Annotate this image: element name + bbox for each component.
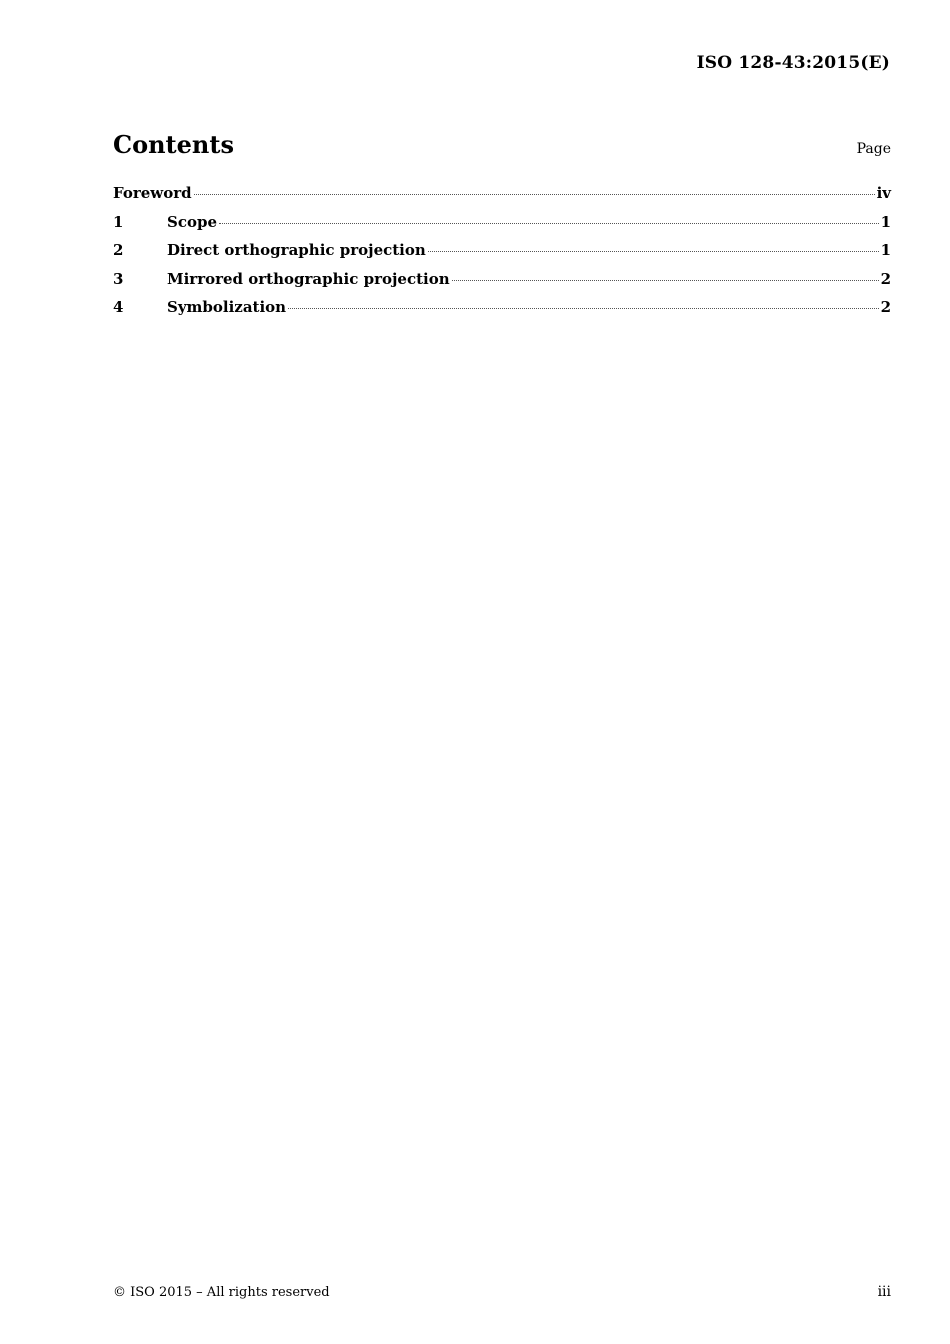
- toc-entry-title[interactable]: Foreword: [113, 184, 192, 202]
- toc-entry-number: 1: [113, 212, 124, 231]
- toc-dot-leader: [194, 194, 875, 195]
- toc-entry-mirrored-orthographic-projection[interactable]: [113, 270, 891, 299]
- toc-entry-title[interactable]: Direct orthographic projection: [167, 241, 426, 259]
- toc-entry-number: 4: [113, 298, 124, 316]
- toc-entry-foreword[interactable]: [113, 184, 891, 213]
- toc-entry-page: 2: [880, 269, 891, 288]
- toc-entry-direct-orthographic-projection[interactable]: [113, 241, 891, 270]
- toc-entry-symbolization[interactable]: [113, 298, 891, 327]
- toc-dot-leader: [288, 308, 878, 309]
- toc-dot-leader: [219, 223, 879, 224]
- toc-entry-number: 3: [113, 269, 124, 288]
- toc-entry-title[interactable]: Mirrored orthographic projection: [167, 269, 450, 288]
- document-id: ISO 128-43:2015(E): [696, 53, 890, 73]
- toc-entry-page: 1: [880, 212, 891, 231]
- toc-entry-number: 2: [113, 241, 124, 259]
- page-column-label: Page: [856, 141, 891, 157]
- toc-entry-page: iv: [876, 184, 891, 202]
- contents-header: [113, 130, 891, 159]
- page-number: iii: [877, 1284, 891, 1300]
- toc-entry-page: 1: [880, 241, 891, 259]
- toc-entry-title[interactable]: Symbolization: [167, 298, 287, 316]
- table-of-contents: [113, 184, 891, 327]
- toc-entry-title[interactable]: Scope: [167, 212, 218, 231]
- toc-entry-scope[interactable]: [113, 213, 891, 242]
- copyright-notice: © ISO 2015 – All rights reserved: [113, 1285, 330, 1300]
- toc-entry-page: 2: [880, 298, 891, 316]
- toc-dot-leader: [452, 280, 879, 281]
- page-footer: [113, 1284, 891, 1300]
- toc-dot-leader: [428, 251, 879, 252]
- contents-title: Contents: [113, 130, 234, 159]
